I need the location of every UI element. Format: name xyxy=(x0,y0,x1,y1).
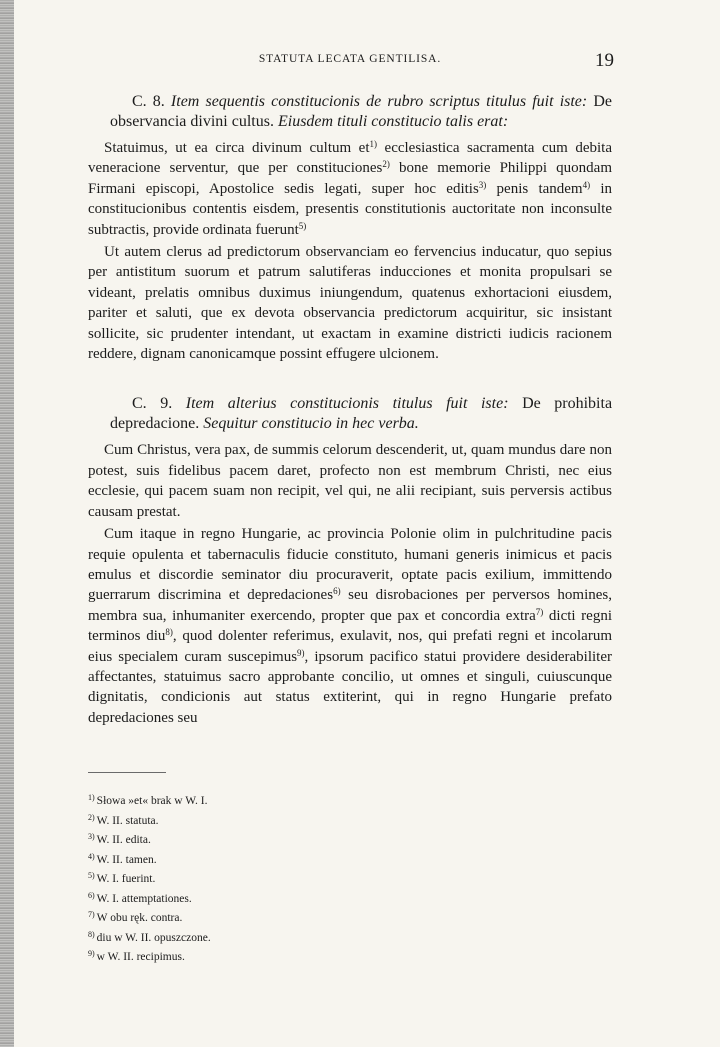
footnote-ref-1[interactable]: 1) xyxy=(369,139,378,149)
section-9-number: C. 9. xyxy=(132,395,173,413)
section-8-number: C. 8. xyxy=(132,93,165,110)
section-8-title: De observancia divini cultus. xyxy=(110,93,613,130)
section-9-title-outro: Sequitur constitucio in hec verba. xyxy=(203,415,419,433)
footnote-ref-3[interactable]: 3) xyxy=(478,179,487,190)
footnote-ref-6[interactable]: 6) xyxy=(333,586,341,597)
section-8-title-intro: Item sequentis constitucionis de rubro scriptus titulus fuit iste: xyxy=(170,93,588,110)
footnote-2: $^{2)}$ W. II. statuta. xyxy=(88,812,159,827)
footnote-5: $^{5)}$ W. I. fuerint. xyxy=(88,871,156,885)
footnote-1: $^{1)}$ Słowa »et« brak w W. I. xyxy=(88,793,208,807)
footnote-6: $^{6)}$ W. I. attemptationes. xyxy=(88,890,192,905)
footnote-ref-4[interactable]: 4) xyxy=(582,179,591,190)
page xyxy=(88,50,614,963)
page-header xyxy=(88,50,612,76)
running-title: STATUTA LECATA GENTILISA. xyxy=(258,53,442,65)
footnote-4: $^{4)}$ W. II. tamen. xyxy=(88,851,157,866)
footnotes xyxy=(88,790,211,966)
section-8-paragraph-2: Ut autem clerus ad predictorum observanciam eo fervencius inducatur, quo sepius per antistitum suorum et patrum salutiferas inducciones et monita propulsari se videant, prelatis omnibus duximus iniungendum, quatenus exhortacioni eiusdem, pariter et saluti, que ex devota observancia predictorum acquiritur, sic insistant sollicite, sic prudenter intendant, ut exactam in examine districti iudicis racionem reddere, dignam canonicamque possint effugere ulcionem. xyxy=(88,244,612,363)
section-9-heading xyxy=(88,394,612,434)
footnote-ref-7[interactable]: 7) xyxy=(535,606,544,617)
footnote-9: $^{9)}$ w W. II. recipimus. xyxy=(88,949,185,963)
section-8-heading xyxy=(88,92,612,132)
footnote-ref-2[interactable]: 2) xyxy=(382,159,390,170)
footnote-7: $^{7)}$ W obu ręk. contra. xyxy=(88,910,183,924)
section-9-paragraph-1: Cum Christus, vera pax, de summis celorum descenderit, ut, quam mundus dare non potest, suis fidelibus pacem daret, profecto non est membrum Christi, nec eius ecclesie, qui pacem suam non recipit, vel qui, ne alii recipiant, suis perversis actibus causam prestat. xyxy=(88,442,612,520)
section-9-title-intro: Item alterius constitucionis titulus fuit iste: xyxy=(185,395,509,413)
footnote-divider xyxy=(88,772,166,773)
footnote-8: $^{8)}$ diu w W. II. opuszczone. xyxy=(88,929,211,944)
footnote-ref-8[interactable]: 8) xyxy=(165,627,173,638)
section-9-title: De prohibita depredacione. xyxy=(110,395,613,433)
section-9-paragraph-2: Cum itaque in regno Hungarie, ac provincia Polonie olim in pulchritudine pacis requie opulenta et tabernaculis fiducie constituto, humani generis inimicus et pacis emulus et discordie seminator diu procuraverit, optate pacis exilium, immittendo guerrarum discrimina et depredaciones$^{6)}$ seu disrobaciones per perversos homines, membra sua, inhumaniter exercendo, propter que pax et concordia extra$^{7)}$ dicti regni terminos diu$^{8)}$, quod dolenter referimus, exulavit, nos, qui prefati regni et incolarum eius specialem curam suscepimus$^{9)}$, ipsorum pacifico statui providere desiderabiliter affectantes, statuimus sacro approbante concilio, ut omnes et singuli, cuiuscunque dignitatis, condicionis aut status extiterint, qui in regno Hungarie prefato depredaciones seu xyxy=(88,526,613,726)
page-number: 19 xyxy=(595,50,614,71)
footnote-ref-5[interactable]: 5) xyxy=(298,220,307,231)
footnote-ref-9[interactable]: 9) xyxy=(297,647,305,658)
section-8-paragraph-1: Statuimus, ut ea circa divinum cultum $et^{1)}$ ecclesiastica sacramenta cum debita veneracione serventur, que per constituciones$^{2)}$ bone memorie Philippi quondam Firmani episcopi, Apostolice sedis legati, super hoc editis$^{3)}$ penis tandem$^{4)}$ in constitucionibus contentis eisdem, presentis constitutionis auctoritate non inconsulte subtractis, provide ordinata fuerunt$^{5)}$ xyxy=(88,139,613,238)
book-binding-edge xyxy=(0,0,14,1047)
section-8-title-outro: Eiusdem tituli constitucio talis erat: xyxy=(277,113,509,130)
footnote-3: $^{3)}$ W. II. edita. xyxy=(88,832,151,846)
